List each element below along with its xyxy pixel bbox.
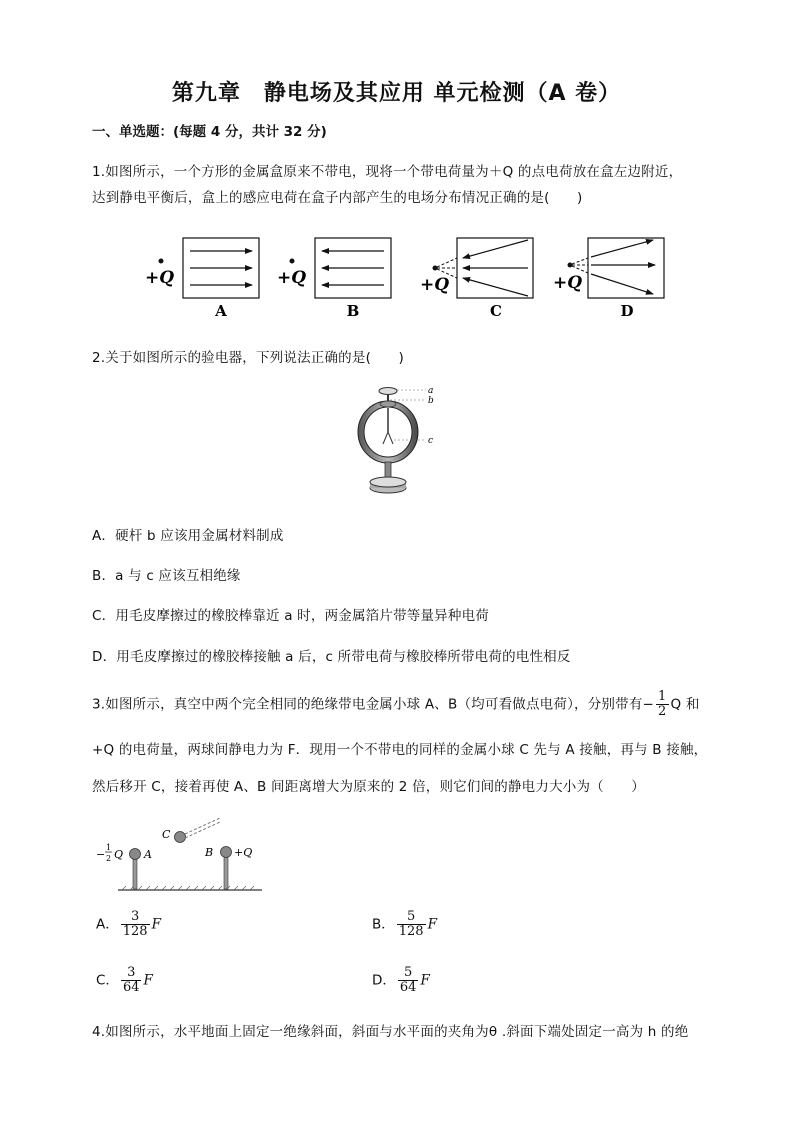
q1-panel-d	[553, 238, 664, 320]
q1-label-a: A	[215, 302, 227, 320]
q3-option-a	[96, 910, 161, 939]
q3-fig-left-num: 1	[106, 843, 112, 852]
q3-option-b-letter: B．	[372, 916, 395, 933]
q2-option-d: D．用毛皮摩擦过的橡胶棒接触 a 后，c 所带电荷与橡胶棒所带电荷的电性相反	[92, 649, 571, 665]
q2-electroscope-figure	[350, 382, 450, 502]
q3-stem-line1-b: Q 和	[670, 696, 700, 713]
q4-stem-line1: 4.如图所示，水平地面上固定一绝缘斜面，斜面与水平面的夹角为θ .斜面下端处固定一高为 h 的绝	[92, 1024, 689, 1040]
q3-option-d-den: 64	[399, 980, 417, 995]
q2-option-c: C．用毛皮摩擦过的橡胶棒靠近 a 时，两金属箔片带等量异种电荷	[92, 608, 489, 624]
q1-stem-line2: 达到静电平衡后，盒上的感应电荷在盒子内部产生的电场分布情况正确的是( )	[92, 190, 583, 206]
q1-label-b: B	[346, 302, 360, 320]
q1-label-d: D	[620, 302, 634, 320]
q1-panel-b	[277, 238, 391, 320]
q3-fig-minus: −	[96, 848, 106, 861]
q2-label-b: b	[428, 396, 434, 406]
page-title: 第九章 静电场及其应用 单元检测（A 卷）	[171, 81, 622, 106]
q3-option-c-letter: C．	[96, 972, 119, 989]
q3-fig-left-den: 2	[106, 854, 112, 863]
q3-option-b-den: 128	[398, 924, 424, 939]
q3-option-b	[372, 910, 437, 939]
q3-fig-label-c: C	[162, 828, 171, 841]
q3-option-b-unit: F	[427, 916, 437, 933]
q3-option-d-num: 5	[398, 966, 419, 981]
q3-stem-line1-a: 3.如图所示，真空中两个完全相同的绝缘带电金属小球 A、B（均可看做点电荷），分别带有−	[92, 696, 655, 713]
q3-figure	[92, 812, 272, 892]
q3-option-c-den: 64	[122, 980, 140, 995]
q3-option-b-frac	[397, 910, 426, 939]
q2-option-b: B．a 与 c 应该互相绝缘	[92, 568, 241, 584]
q1-charge-a: +Q	[145, 268, 175, 288]
q3-fig-label-a: A	[144, 848, 152, 861]
q3-stem-line2: +Q 的电荷量，两球间静电力为 F．现用一个不带电的同样的金属小球 C 先与 A 接触，再与 B 接触，	[92, 742, 708, 758]
q3-option-a-num: 3	[121, 910, 150, 925]
q3-option-c-unit: F	[143, 972, 153, 989]
q2-label-a: a	[428, 386, 434, 396]
q3-fig-right-charge: +Q	[234, 846, 253, 859]
q1-panel-c	[420, 238, 533, 320]
q3-option-a-den: 128	[122, 924, 148, 939]
q1-charge-b: +Q	[277, 268, 307, 288]
q3-fig-label-b: B	[205, 846, 214, 859]
q3-option-a-frac	[121, 910, 150, 939]
q3-option-d-frac	[398, 966, 419, 995]
q1-label-c: C	[490, 302, 502, 320]
q3-option-c-num: 3	[121, 966, 142, 981]
q2-stem: 2.关于如图所示的验电器，下列说法正确的是( )	[92, 350, 404, 366]
q1-charge-d: +Q	[553, 273, 583, 293]
section-heading: 一、单选题：(每题 4 分，共计 32 分)	[92, 124, 327, 140]
q3-frac-den: 2	[658, 704, 667, 719]
q2-option-a: A．硬杆 b 应该用金属材料制成	[92, 528, 284, 544]
q1-panel-a	[145, 238, 259, 320]
q3-stem-line3: 然后移开 C，接着再使 A、B 间距离增大为原来的 2 倍，则它们间的静电力大小为（ ）	[92, 779, 645, 795]
q3-option-a-unit: F	[151, 916, 161, 933]
q3-frac-num: 1	[658, 689, 667, 704]
q3-option-d	[372, 966, 430, 995]
q3-option-a-letter: A．	[96, 916, 119, 933]
q3-option-c-frac	[121, 966, 142, 995]
q3-option-d-unit: F	[420, 972, 430, 989]
q1-stem-line1: 1.如图所示，一个方形的金属盒原来不带电，现将一个带电荷量为＋Q 的点电荷放在盒左边附近，	[92, 164, 683, 180]
q2-label-c: c	[428, 436, 434, 446]
q3-option-d-letter: D．	[372, 972, 396, 989]
q3-stem-fraction	[656, 690, 668, 719]
q3-stem-line1	[92, 690, 700, 719]
q1-charge-c: +Q	[420, 275, 450, 295]
q3-fig-left-charge: Q	[114, 848, 124, 861]
q3-option-c	[96, 966, 153, 995]
q1-figure	[0, 228, 793, 328]
q3-option-b-num: 5	[397, 910, 426, 925]
